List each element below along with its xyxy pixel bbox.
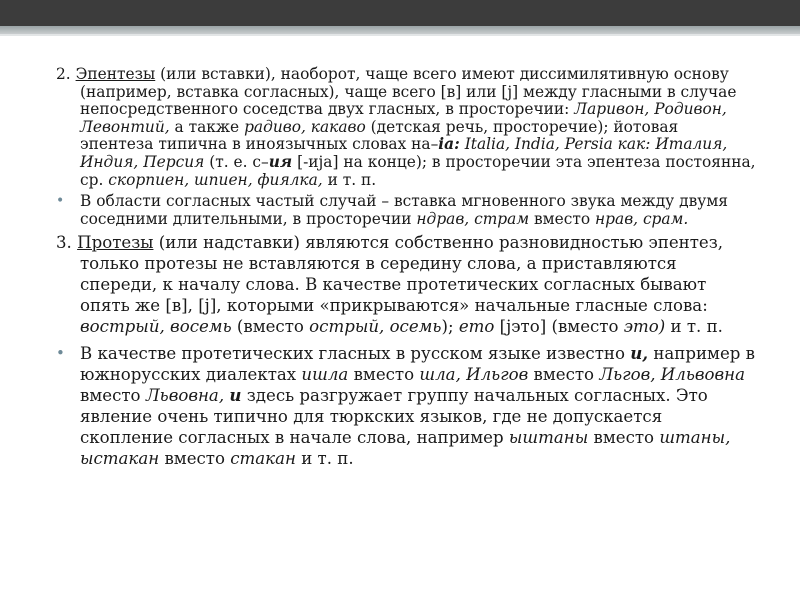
text-segment: (или надставки) являются собственно разновидностью эпентез, только протезы не вставляются в середину слова, а приставляются спереди, к началу слова. В качестве протетических согласных бывают опять же [в], [j], которыми «прикрываются» начальные гласные слова: (80, 233, 724, 316)
example: Льгов, Ильвовна (599, 365, 745, 385)
text-segment: и т. п. (322, 170, 377, 189)
text-segment: вместо (159, 449, 231, 469)
slide-header-line (0, 34, 800, 36)
text-segment: и т. п. (295, 449, 354, 469)
example: и, (630, 343, 649, 364)
example: ишла (301, 365, 349, 385)
example: ia: (438, 135, 460, 154)
text-segment: (т. е. с– (204, 152, 269, 171)
bullet-prosthetic-vowels (56, 343, 756, 469)
example: радиво, какаво (244, 117, 366, 136)
example: скорпиен, шпиен, фиялка, (108, 170, 323, 189)
text-segment: вместо (529, 209, 596, 228)
example: ндрав, страм (416, 209, 530, 228)
example: ыстакан (80, 449, 160, 469)
text-segment: В области согласных частый случай – вставка мгновенного звука между двумя соседними длительными, в просторечии (80, 192, 728, 228)
text-segment: вместо (348, 365, 420, 385)
text-segment: (или вставки), наоборот, чаще всего имеют диссимилятивную основу (например, вставка согласных), чаще всего [в] или [j] между гласными в случае непосредственного соседства двух гласных, в просторечии: (80, 65, 737, 119)
example: ия (268, 152, 293, 171)
slide-body (56, 66, 756, 469)
example: Ларивон, Родивон, Левонтий, (80, 100, 727, 136)
text-segment: (вместо (231, 317, 310, 337)
example: это) (623, 317, 666, 337)
example: ето (458, 317, 495, 337)
example: штаны, (659, 428, 731, 448)
example: Львовна, (145, 386, 225, 406)
text-segment: (детская речь, просторечие); йотовая эпентеза типична в иноязычных словах на– (80, 117, 679, 154)
text-segment: например в южнорусских диалектах (80, 344, 755, 385)
example: шла, (419, 365, 461, 385)
text-segment: вместо (528, 365, 600, 385)
term-epenthesis: Эпентезы (75, 65, 156, 83)
term-prosthesis: Протезы (77, 233, 154, 253)
example: и (229, 385, 242, 406)
paragraph-epenthesis (56, 66, 756, 189)
example: Italia, India, Persia как: Италия, Индия, Персия (80, 135, 728, 171)
text-segment: а также (169, 117, 245, 136)
paragraph-prosthesis (56, 232, 756, 337)
example: нрав, срам. (595, 209, 689, 228)
slide-header-bar (0, 0, 800, 26)
item-number: 3. (56, 233, 78, 253)
example: Ильгов (466, 365, 529, 385)
text-segment: вместо (80, 386, 146, 406)
text-segment: В качестве протетических гласных в русском языке известно (80, 344, 631, 364)
example: острый, осемь (309, 317, 442, 337)
slide-header-accent (0, 26, 800, 34)
example: вострый, восемь (80, 317, 232, 337)
item-number: 2. (56, 65, 76, 83)
text-segment: вместо (588, 428, 660, 448)
bullet-consonant-insertion (56, 193, 756, 228)
example: стакан (230, 449, 296, 469)
text-segment: здесь разгружает группу начальных согласных. Это явление очень типично для тюркских языков, где не допускается скопление согласных в начале слова, например (80, 386, 708, 448)
text-segment: ); (441, 317, 459, 337)
text-segment: [јэто] (вместо (494, 317, 624, 337)
text-segment: [-ија] на конце); в просторечии эта эпентеза постоянна, ср. (80, 152, 756, 189)
example: ыштаны (508, 428, 589, 448)
text-segment: и т. п. (665, 317, 723, 337)
